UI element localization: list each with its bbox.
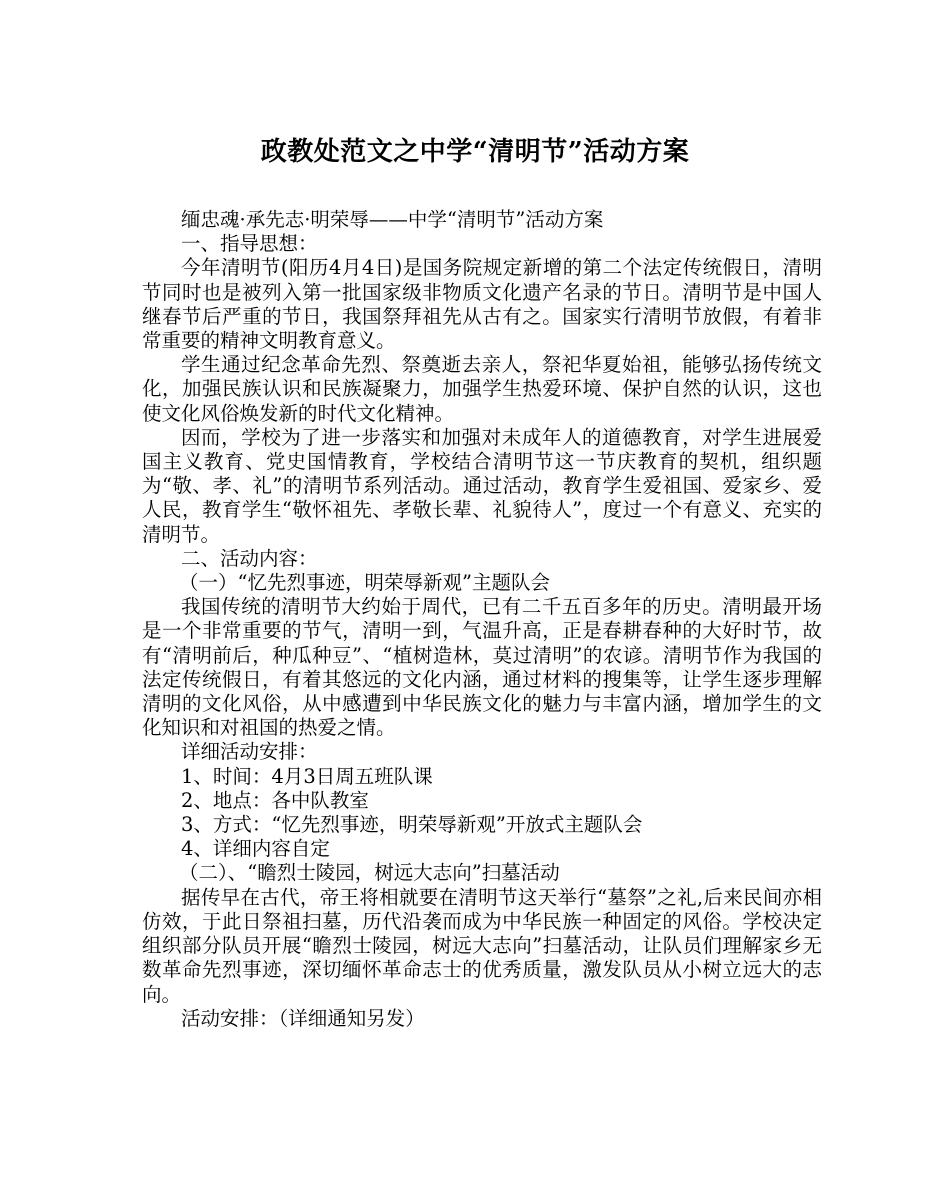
body-paragraph: 今年清明节(阳历4月4日)是国务院规定新增的第二个法定传统假日，清明节同时也是被列入第一批国家级非物质文化遗产名录的节日。清明节是中国人继春节后严重的节日，我国祭拜祖先从古有之。国家实行清明节放假，有着非常重要的精神文明教育意义。 [142, 256, 822, 353]
list-item: 4、详细内容自定 [181, 837, 330, 861]
activity-arrangement-note: 活动安排：（详细通知另发） [181, 1006, 425, 1030]
subsection-heading-theme-meeting: （一）“忆先烈事迹，明荣辱新观”主题队会 [179, 571, 550, 595]
section-heading-guiding-thought: 一、指导思想： [181, 232, 318, 256]
list-heading-arrangement: 详细活动安排： [181, 740, 318, 764]
section-heading-activity-content: 二、活动内容： [181, 546, 318, 570]
list-item: 2、地点：各中队教室 [181, 788, 369, 812]
document-body [142, 208, 822, 1031]
body-paragraph: 学生通过纪念革命先烈、祭奠逝去亲人，祭祀华夏始祖，能够弘扬传统文化，加强民族认识和民族凝聚力，加强学生热爱环境、保护自然的认识，这也使文化风俗焕发新的时代文化精神。 [142, 353, 822, 425]
document-title: 政教处范文之中学“清明节”活动方案 [260, 137, 690, 167]
body-paragraph: 据传早在古代，帝王将相就要在清明节这天举行“墓祭”之礼,后来民间亦相仿效，于此日祭祖扫墓，历代沿袭而成为中华民族一种固定的风俗。学校决定组织部分队员开展“瞻烈士陵园，树远大志向”扫墓活动，让队员们理解家乡无数革命先烈事迹，深切缅怀革命志士的优秀质量，激发队员从小树立远大的志向。 [142, 885, 822, 1006]
list-item: 3、方式：“忆先烈事迹，明荣辱新观”开放式主题队会 [181, 813, 643, 837]
body-paragraph: 因而，学校为了进一步落实和加强对未成年人的道德教育，对学生进展爱国主义教育、党史国情教育，学校结合清明节这一节庆教育的契机，组织题为“敬、孝、礼”的清明节系列活动。通过活动，教育学生爱祖国、爱家乡、爱人民，教育学生“敬怀祖先、孝敬长辈、礼貌待人”，度过一个有意义、充实的清明节。 [142, 425, 822, 546]
body-paragraph: 我国传统的清明节大约始于周代，已有二千五百多年的历史。清明最开场是一个非常重要的节气，清明一到，气温升高，正是春耕春种的大好时节，故有“清明前后，种瓜种豆”、“植树造林，莫过清明”的农谚。清明节作为我国的法定传统假日，有着其悠远的文化内涵，通过材料的搜集等，让学生逐步理解清明的文化风俗，从中感遭到中华民族文化的魅力与丰富内涵，增加学生的文化知识和对祖国的热爱之情。 [142, 595, 822, 740]
subtitle-paragraph: 缅忠魂·承先志·明荣辱——中学“清明节”活动方案 [181, 208, 604, 231]
subsection-heading-tomb-sweeping: （二）、“瞻烈士陵园，树远大志向”扫墓活动 [179, 861, 560, 885]
list-item: 1、时间：4月3日周五班队课 [181, 764, 433, 788]
